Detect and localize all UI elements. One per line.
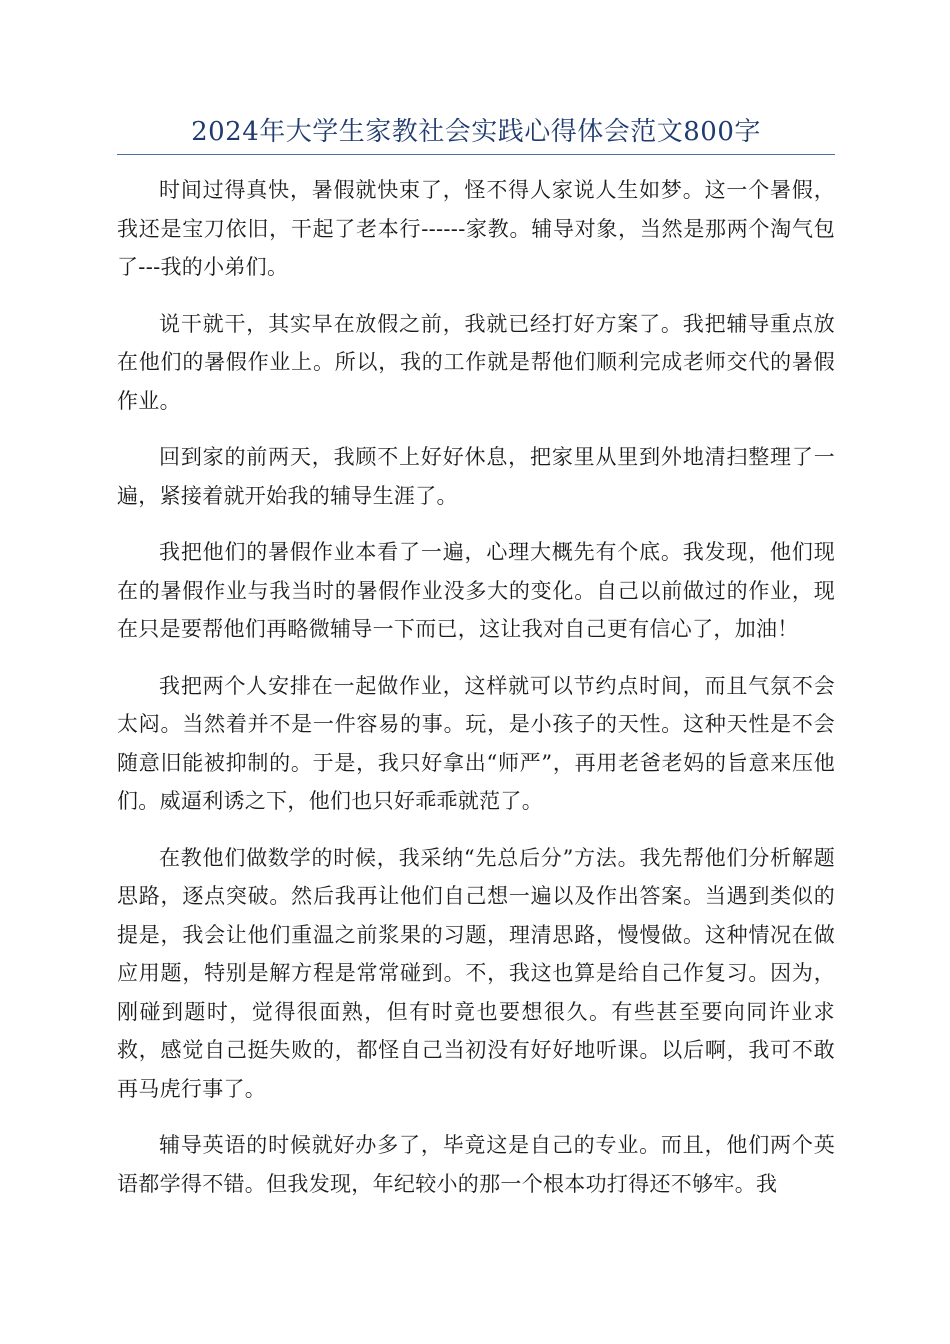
title-underline <box>117 154 835 155</box>
paragraph-4: 我把他们的暑假作业本看了一遍，心理大概先有个底。我发现，他们现在的暑假作业与我当时的暑假作业没多大的变化。自己以前做过的作业，现在只是要帮他们再略微辅导一下而已，这让我对自己更有信心了，加油！ <box>117 540 835 641</box>
paragraph-7: 辅导英语的时候就好办多了，毕竟这是自己的专业。而且，他们两个英语都学得不错。但我发现，年纪较小的那一个根本功打得还不够牢。我 <box>117 1133 835 1196</box>
paragraph-3: 回到家的前两天，我顾不上好好休息，把家里从里到外地清扫整理了一遍，紧接着就开始我的辅导生涯了。 <box>117 445 835 508</box>
document-title: 2024年大学生家教社会实践心得体会范文800字 <box>191 117 761 147</box>
paragraph-5: 我把两个人安排在一起做作业，这样就可以节约点时间，而且气氛不会太闷。当然着并不是一件容易的事。玩，是小孩子的天性。这种天性是不会随意旧能被抑制的。于是，我只好拿出“师严”，再用老爸老妈的旨意来压他们。威逼利诱之下，他们也只好乖乖就范了。 <box>117 673 835 813</box>
paragraph-2: 说干就干，其实早在放假之前，我就已经打好方案了。我把辅导重点放在他们的暑假作业上。所以，我的工作就是帮他们顺利完成老师交代的暑假作业。 <box>117 311 835 413</box>
paragraph-1: 时间过得真快，暑假就快束了，怪不得人家说人生如梦。这一个暑假，我还是宝刀依旧，干起了老本行------家教。辅导对象，当然是那两个淘气包了---我的小弟们。 <box>117 178 835 279</box>
paragraph-6: 在教他们做数学的时候，我采纳“先总后分”方法。我先帮他们分析解题思路，逐点突破。然后我再让他们自己想一遍以及作出答案。当遇到类似的提是，我会让他们重温之前浆果的习题，理清思路，慢慢做。这种情况在做应用题，特别是解方程是常常碰到。不，我这也算是给自己作复习。因为，刚碰到题时，觉得很面熟，但有时竟也要想很久。有些甚至要向同许业求救，感觉自己挺失败的，都怪自己当初没有好好地听课。以后啊，我可不敢再马虎行事了。 <box>117 845 835 1101</box>
document-page <box>117 112 835 1221</box>
document-body <box>117 171 835 1203</box>
